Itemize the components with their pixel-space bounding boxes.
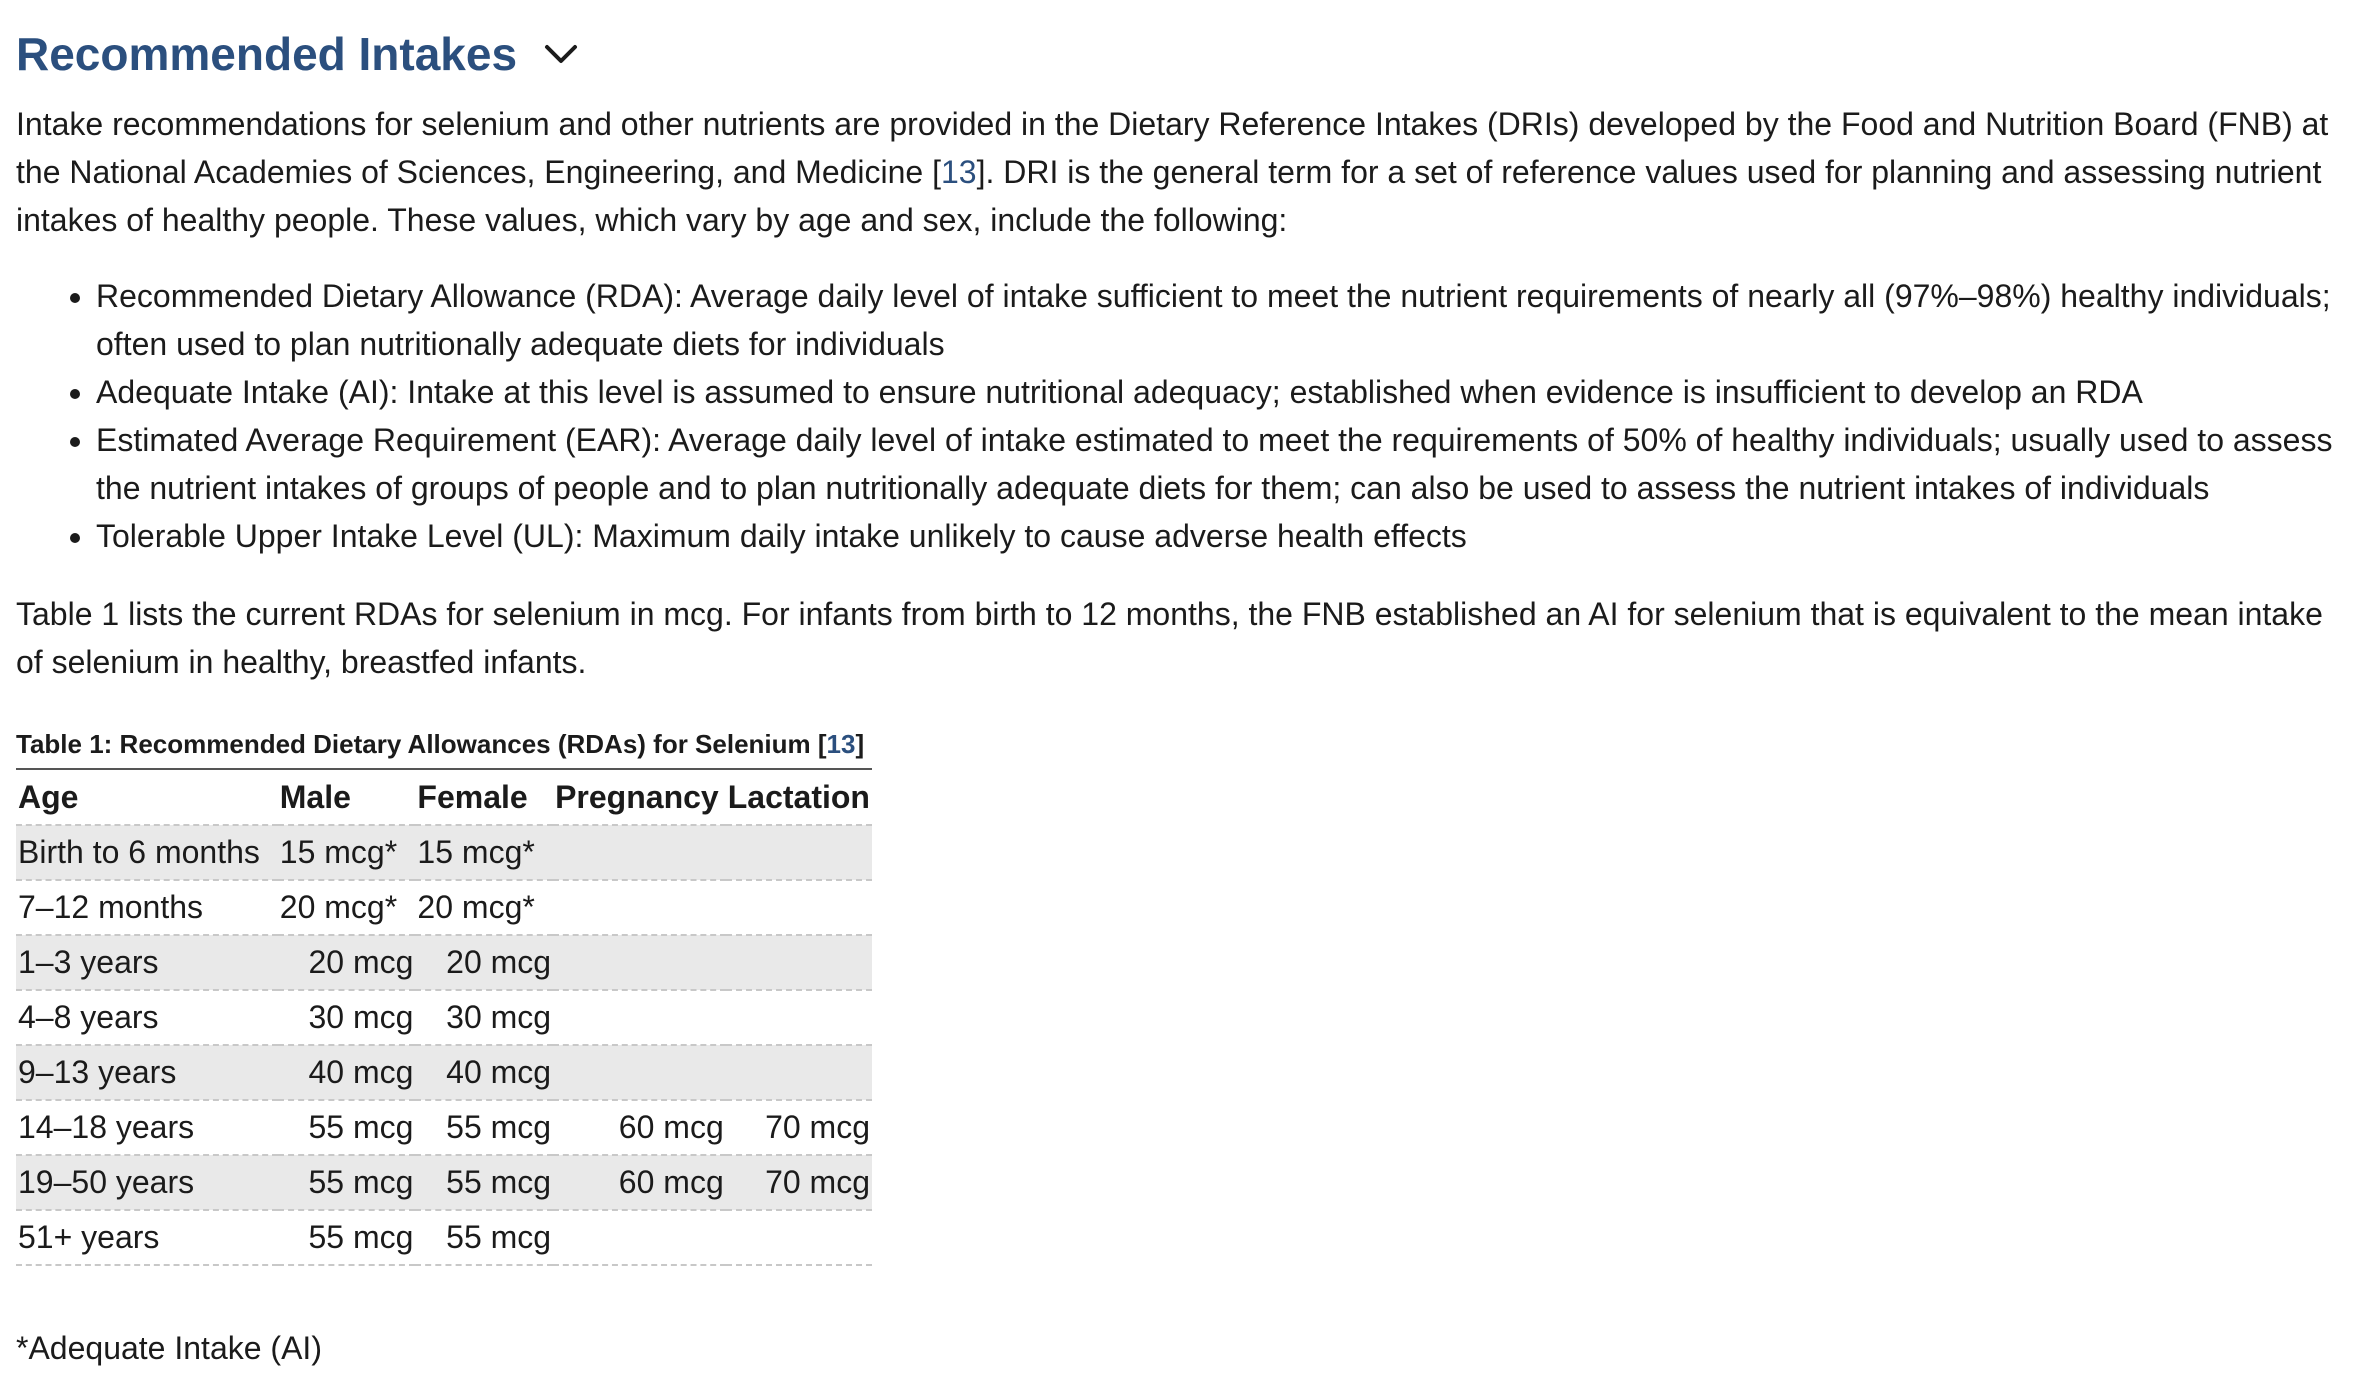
cell-male: 20 mcg*: [278, 880, 416, 935]
cell-lactation: [726, 1045, 872, 1100]
cell-female: 20 mcg*: [415, 880, 553, 935]
cell-female: 55 mcg: [415, 1210, 553, 1265]
table-intro-paragraph: Table 1 lists the current RDAs for selenium in mcg. For infants from birth to 12 months, the FNB established an AI for selenium that is equivalent to the mean intake of selenium in healthy, breastfed infants.: [16, 596, 2323, 680]
table-row: [16, 825, 872, 880]
header-male: Male: [278, 770, 416, 825]
cell-pregnancy: [553, 880, 726, 935]
cell-pregnancy: [553, 1210, 726, 1265]
cell-male: 30 mcg: [278, 990, 416, 1045]
table-row: [16, 880, 872, 935]
cell-age: 14–18 years: [16, 1100, 278, 1155]
cell-lactation: 70 mcg: [726, 1100, 872, 1155]
section-title: Recommended Intakes: [16, 28, 518, 80]
reference-link-13[interactable]: 13: [941, 154, 977, 190]
rda-table: [16, 770, 872, 1266]
cell-age: 1–3 years: [16, 935, 278, 990]
chevron-down-icon[interactable]: [541, 34, 581, 74]
header-pregnancy: Pregnancy: [553, 770, 726, 825]
cell-lactation: [726, 1210, 872, 1265]
cell-female: 40 mcg: [415, 1045, 553, 1100]
table-row: [16, 935, 872, 990]
table-row: [16, 1045, 872, 1100]
cell-female: 20 mcg: [415, 935, 553, 990]
cell-age: 51+ years: [16, 1210, 278, 1265]
caption-reference-link-13[interactable]: 13: [826, 729, 856, 759]
cell-age: 19–50 years: [16, 1155, 278, 1210]
cell-pregnancy: [553, 935, 726, 990]
list-item: • Recommended Dietary Allowance (RDA): Average daily level of intake sufficient to meet the nutrient requirements of nearly all (97%–98%) healthy individuals; often used to plan nutritionally adequate diets for individuals: [96, 272, 2354, 368]
cell-age: 7–12 months: [16, 880, 278, 935]
cell-pregnancy: 60 mcg: [553, 1155, 726, 1210]
cell-male: 55 mcg: [278, 1100, 416, 1155]
cell-lactation: [726, 935, 872, 990]
cell-pregnancy: [553, 1045, 726, 1100]
table-row: [16, 1155, 872, 1210]
list-item: • Estimated Average Requirement (EAR): Average daily level of intake estimated to meet the requirements of 50% of healthy individuals; usually used to assess the nutrient intakes of groups of people and to plan nutritionally adequate diets for them; can also be used to assess the nutrient intakes of individuals: [96, 416, 2354, 512]
header-age: Age: [16, 770, 278, 825]
cell-male: 40 mcg: [278, 1045, 416, 1100]
cell-pregnancy: 60 mcg: [553, 1100, 726, 1155]
cell-lactation: [726, 880, 872, 935]
cell-male: 15 mcg*: [278, 825, 416, 880]
cell-male: 55 mcg: [278, 1155, 416, 1210]
cell-age: Birth to 6 months: [16, 825, 278, 880]
cell-male: 55 mcg: [278, 1210, 416, 1265]
cell-male: 20 mcg: [278, 935, 416, 990]
list-item: • Tolerable Upper Intake Level (UL): Maximum daily intake unlikely to cause adverse health effects: [96, 512, 2354, 560]
table-row: [16, 990, 872, 1045]
section-heading[interactable]: [16, 24, 2354, 84]
cell-female: 30 mcg: [415, 990, 553, 1045]
cell-female: 15 mcg*: [415, 825, 553, 880]
cell-female: 55 mcg: [415, 1155, 553, 1210]
cell-female: 55 mcg: [415, 1100, 553, 1155]
header-lactation: Lactation: [726, 770, 872, 825]
table-caption: Table 1: Recommended Dietary Allowances (RDAs) for Selenium [13]: [16, 726, 872, 770]
rda-table-container: [16, 726, 872, 1266]
cell-pregnancy: [553, 825, 726, 880]
cell-lactation: [726, 825, 872, 880]
definitions-list: [16, 272, 2354, 560]
cell-pregnancy: [553, 990, 726, 1045]
header-female: Female: [415, 770, 553, 825]
cell-age: 4–8 years: [16, 990, 278, 1045]
cell-lactation: [726, 990, 872, 1045]
cell-lactation: 70 mcg: [726, 1155, 872, 1210]
table-row: [16, 1100, 872, 1155]
table-row: [16, 1210, 872, 1265]
table-header-row: [16, 770, 872, 825]
table-footnote: *Adequate Intake (AI): [16, 1330, 322, 1366]
intro-paragraph: Intake recommendations for selenium and other nutrients are provided in the Dietary Reference Intakes (DRIs) developed by the Food and Nutrition Board (FNB) at the National Academies of Sciences, Engineering, and Medicine [13]. DRI is the general term for a set of reference values used for planning and assessing nutrient intakes of healthy people. These values, which vary by age and sex, include the following:: [16, 106, 2329, 238]
list-item: • Adequate Intake (AI): Intake at this level is assumed to ensure nutritional adequacy; established when evidence is insufficient to develop an RDA: [96, 368, 2354, 416]
cell-age: 9–13 years: [16, 1045, 278, 1100]
